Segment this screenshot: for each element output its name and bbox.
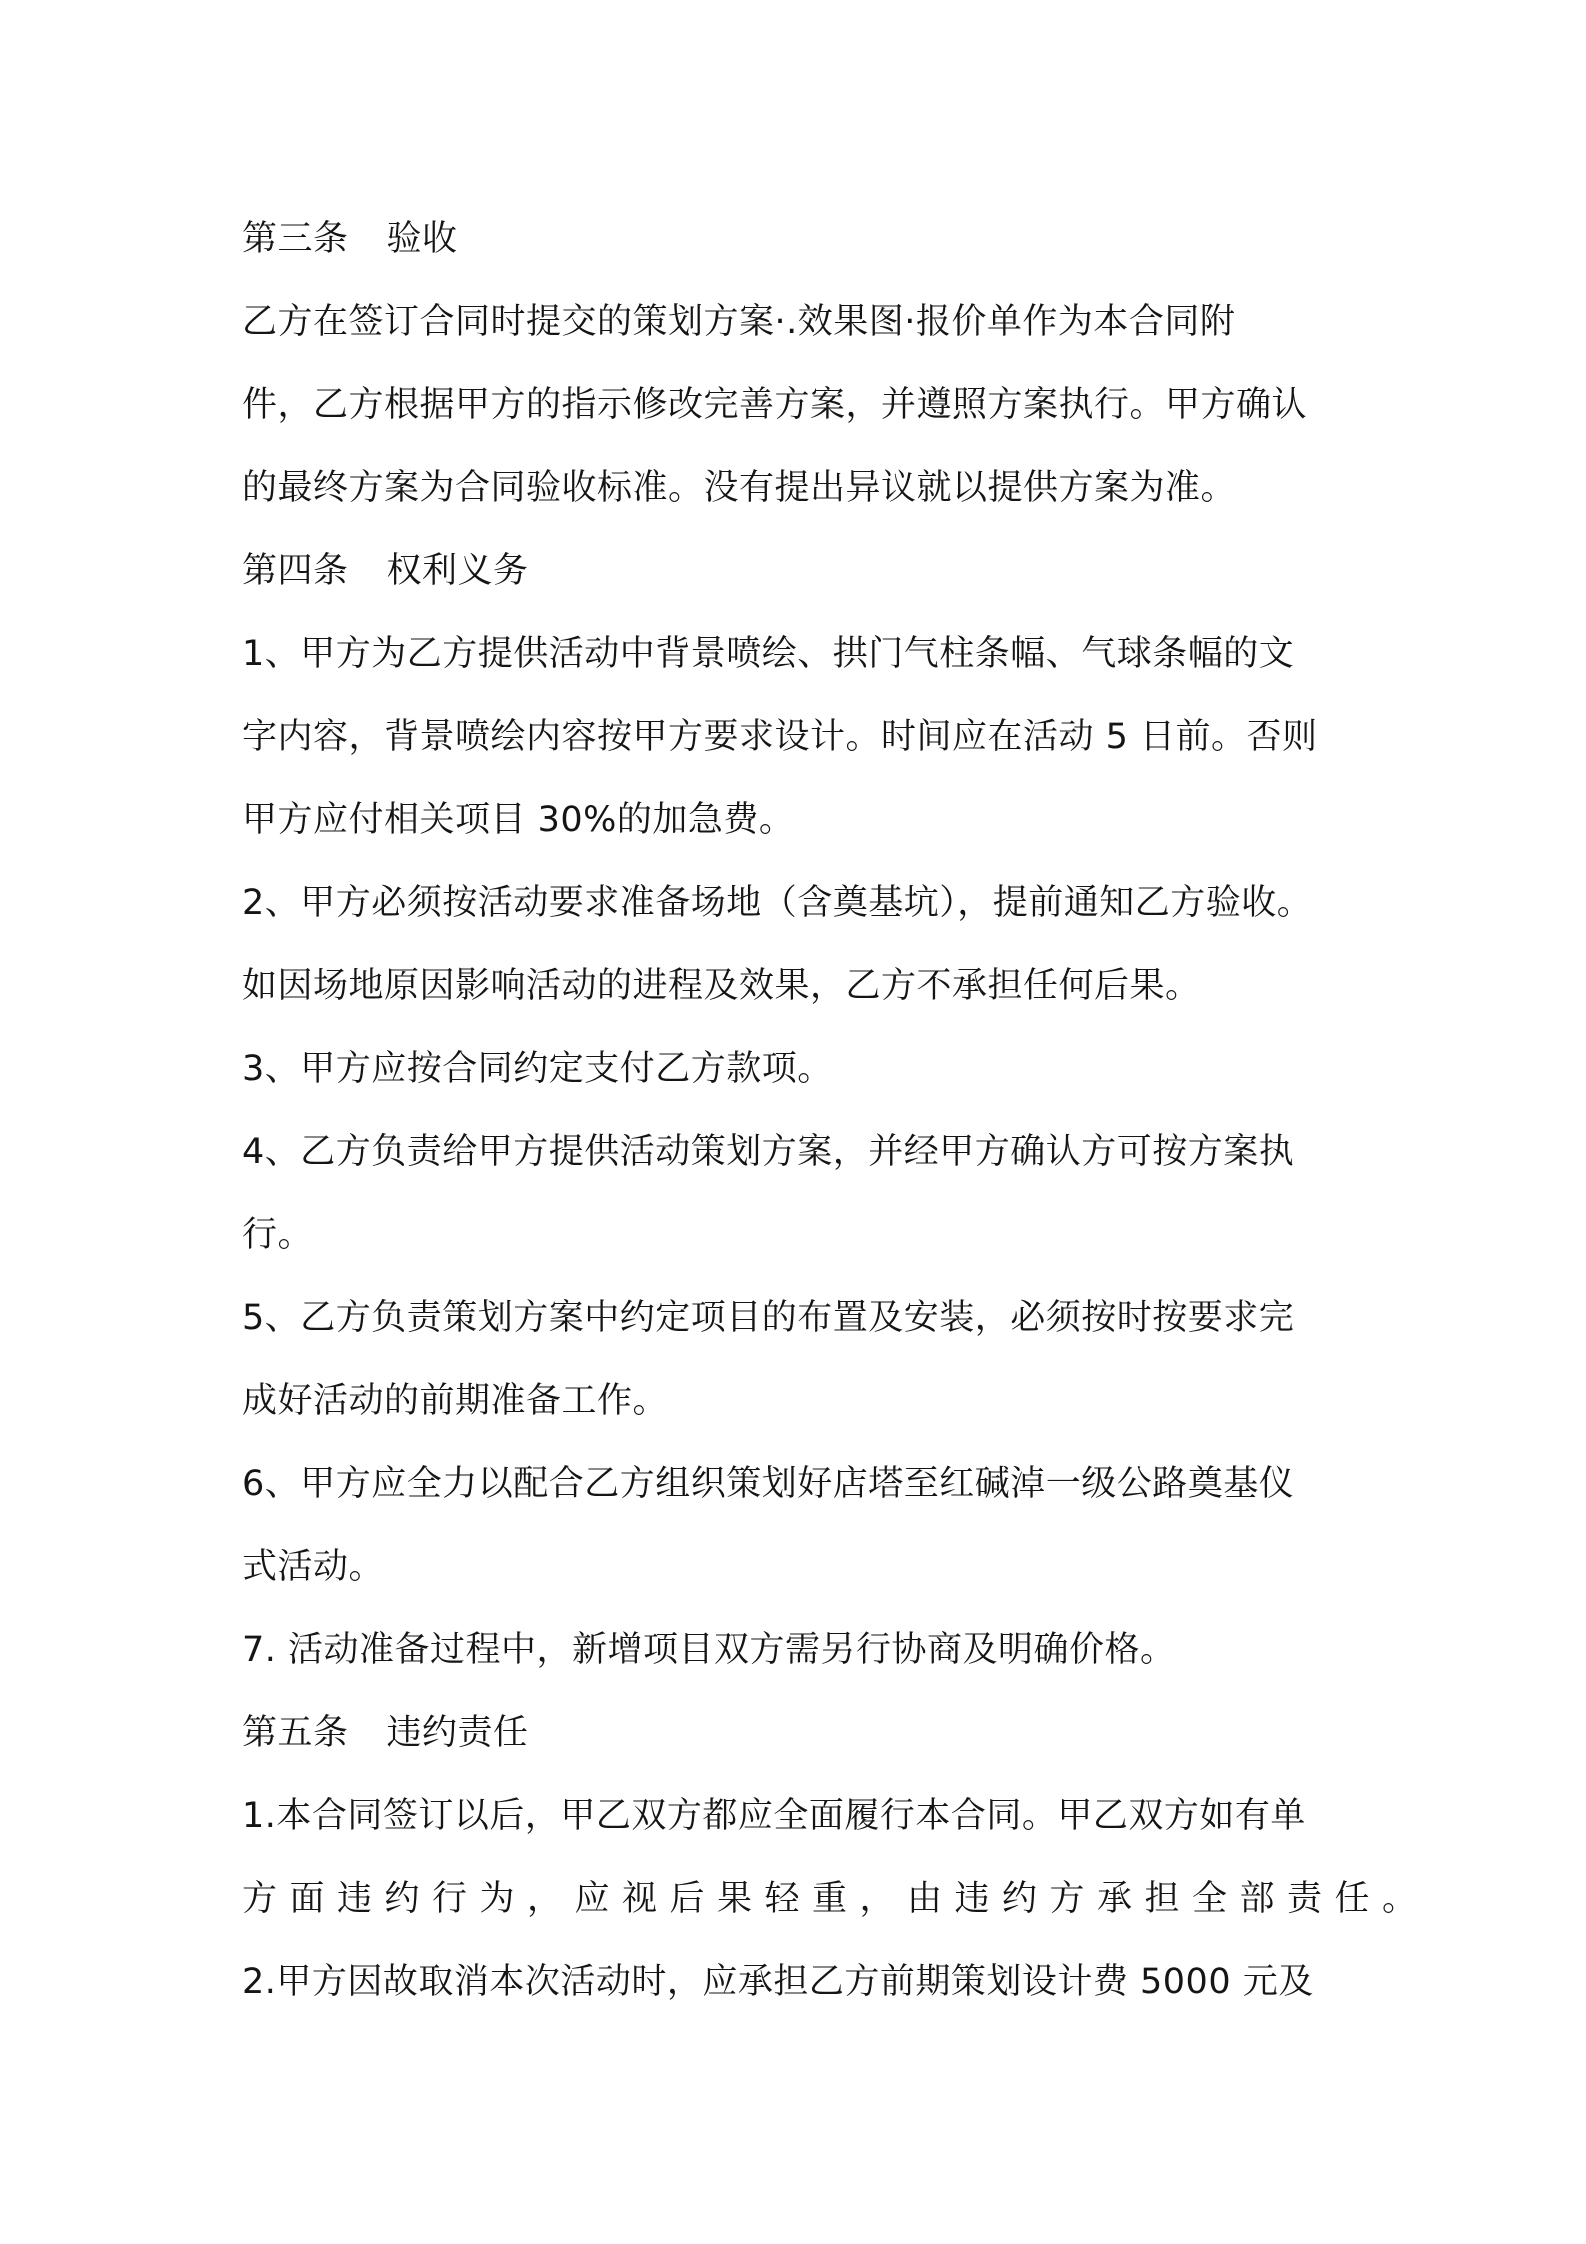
paragraph-line: 3、甲方应按合同约定支付乙方款项。: [242, 1049, 833, 1089]
article-title: 权利义务: [386, 551, 529, 591]
paragraph-line: 2、甲方必须按活动要求准备场地（含奠基坑），提前通知乙方验收。: [242, 883, 1313, 923]
paragraph-line: 7. 活动准备过程中，新增项目双方需另行协商及明确价格。: [242, 1630, 1176, 1670]
paragraph-line: 2.甲方因故取消本次活动时，应承担乙方前期策划设计费 5000 元及: [242, 1962, 1314, 2002]
paragraph-line: 1.本合同签订以后，甲乙双方都应全面履行本合同。甲乙双方如有单: [242, 1796, 1306, 1836]
paragraph-line: 式活动。: [242, 1547, 385, 1587]
document-body: [242, 198, 1430, 2024]
article-3-heading: [242, 198, 1357, 281]
article-5-heading: [242, 1692, 1357, 1775]
article-number: 第五条: [242, 1713, 349, 1753]
paragraph-line: 的最终方案为合同验收标准。没有提出异议就以提供方案为准。: [242, 468, 1237, 508]
article-4-heading: [242, 530, 1357, 613]
paragraph-line: 如因场地原因影响活动的进程及效果，乙方不承担任何后果。: [242, 966, 1201, 1006]
paragraph-line: 1、甲方为乙方提供活动中背景喷绘、拱门气柱条幅、气球条幅的文: [242, 634, 1295, 674]
paragraph-line: 6、甲方应全力以配合乙方组织策划好店塔至红碱淖一级公路奠基仪: [242, 1464, 1295, 1504]
article-number: 第四条: [242, 551, 349, 591]
paragraph-line: 5、乙方负责策划方案中约定项目的布置及安装，必须按时按要求完: [242, 1298, 1295, 1338]
article-title: 违约责任: [386, 1713, 529, 1753]
paragraph-line: 方面违约行为，应视后果轻重，由违约方承担全部责任。: [242, 1879, 1430, 1919]
paragraph-line: 甲方应付相关项目 30%的加急费。: [242, 800, 795, 840]
paragraph-line: 件，乙方根据甲方的指示修改完善方案，并遵照方案执行。甲方确认: [242, 385, 1308, 425]
article-title: 验收: [386, 219, 458, 259]
paragraph-line: 字内容，背景喷绘内容按甲方要求设计。时间应在活动 5 日前。否则: [242, 717, 1318, 757]
paragraph-line: 乙方在签订合同时提交的策划方案·.效果图·报价单作为本合同附: [242, 302, 1236, 342]
paragraph-line: 4、乙方负责给甲方提供活动策划方案，并经甲方确认方可按方案执: [242, 1132, 1295, 1172]
paragraph-line: 成好活动的前期准备工作。: [242, 1381, 669, 1421]
paragraph-line: 行。: [242, 1215, 314, 1255]
article-number: 第三条: [242, 219, 349, 259]
